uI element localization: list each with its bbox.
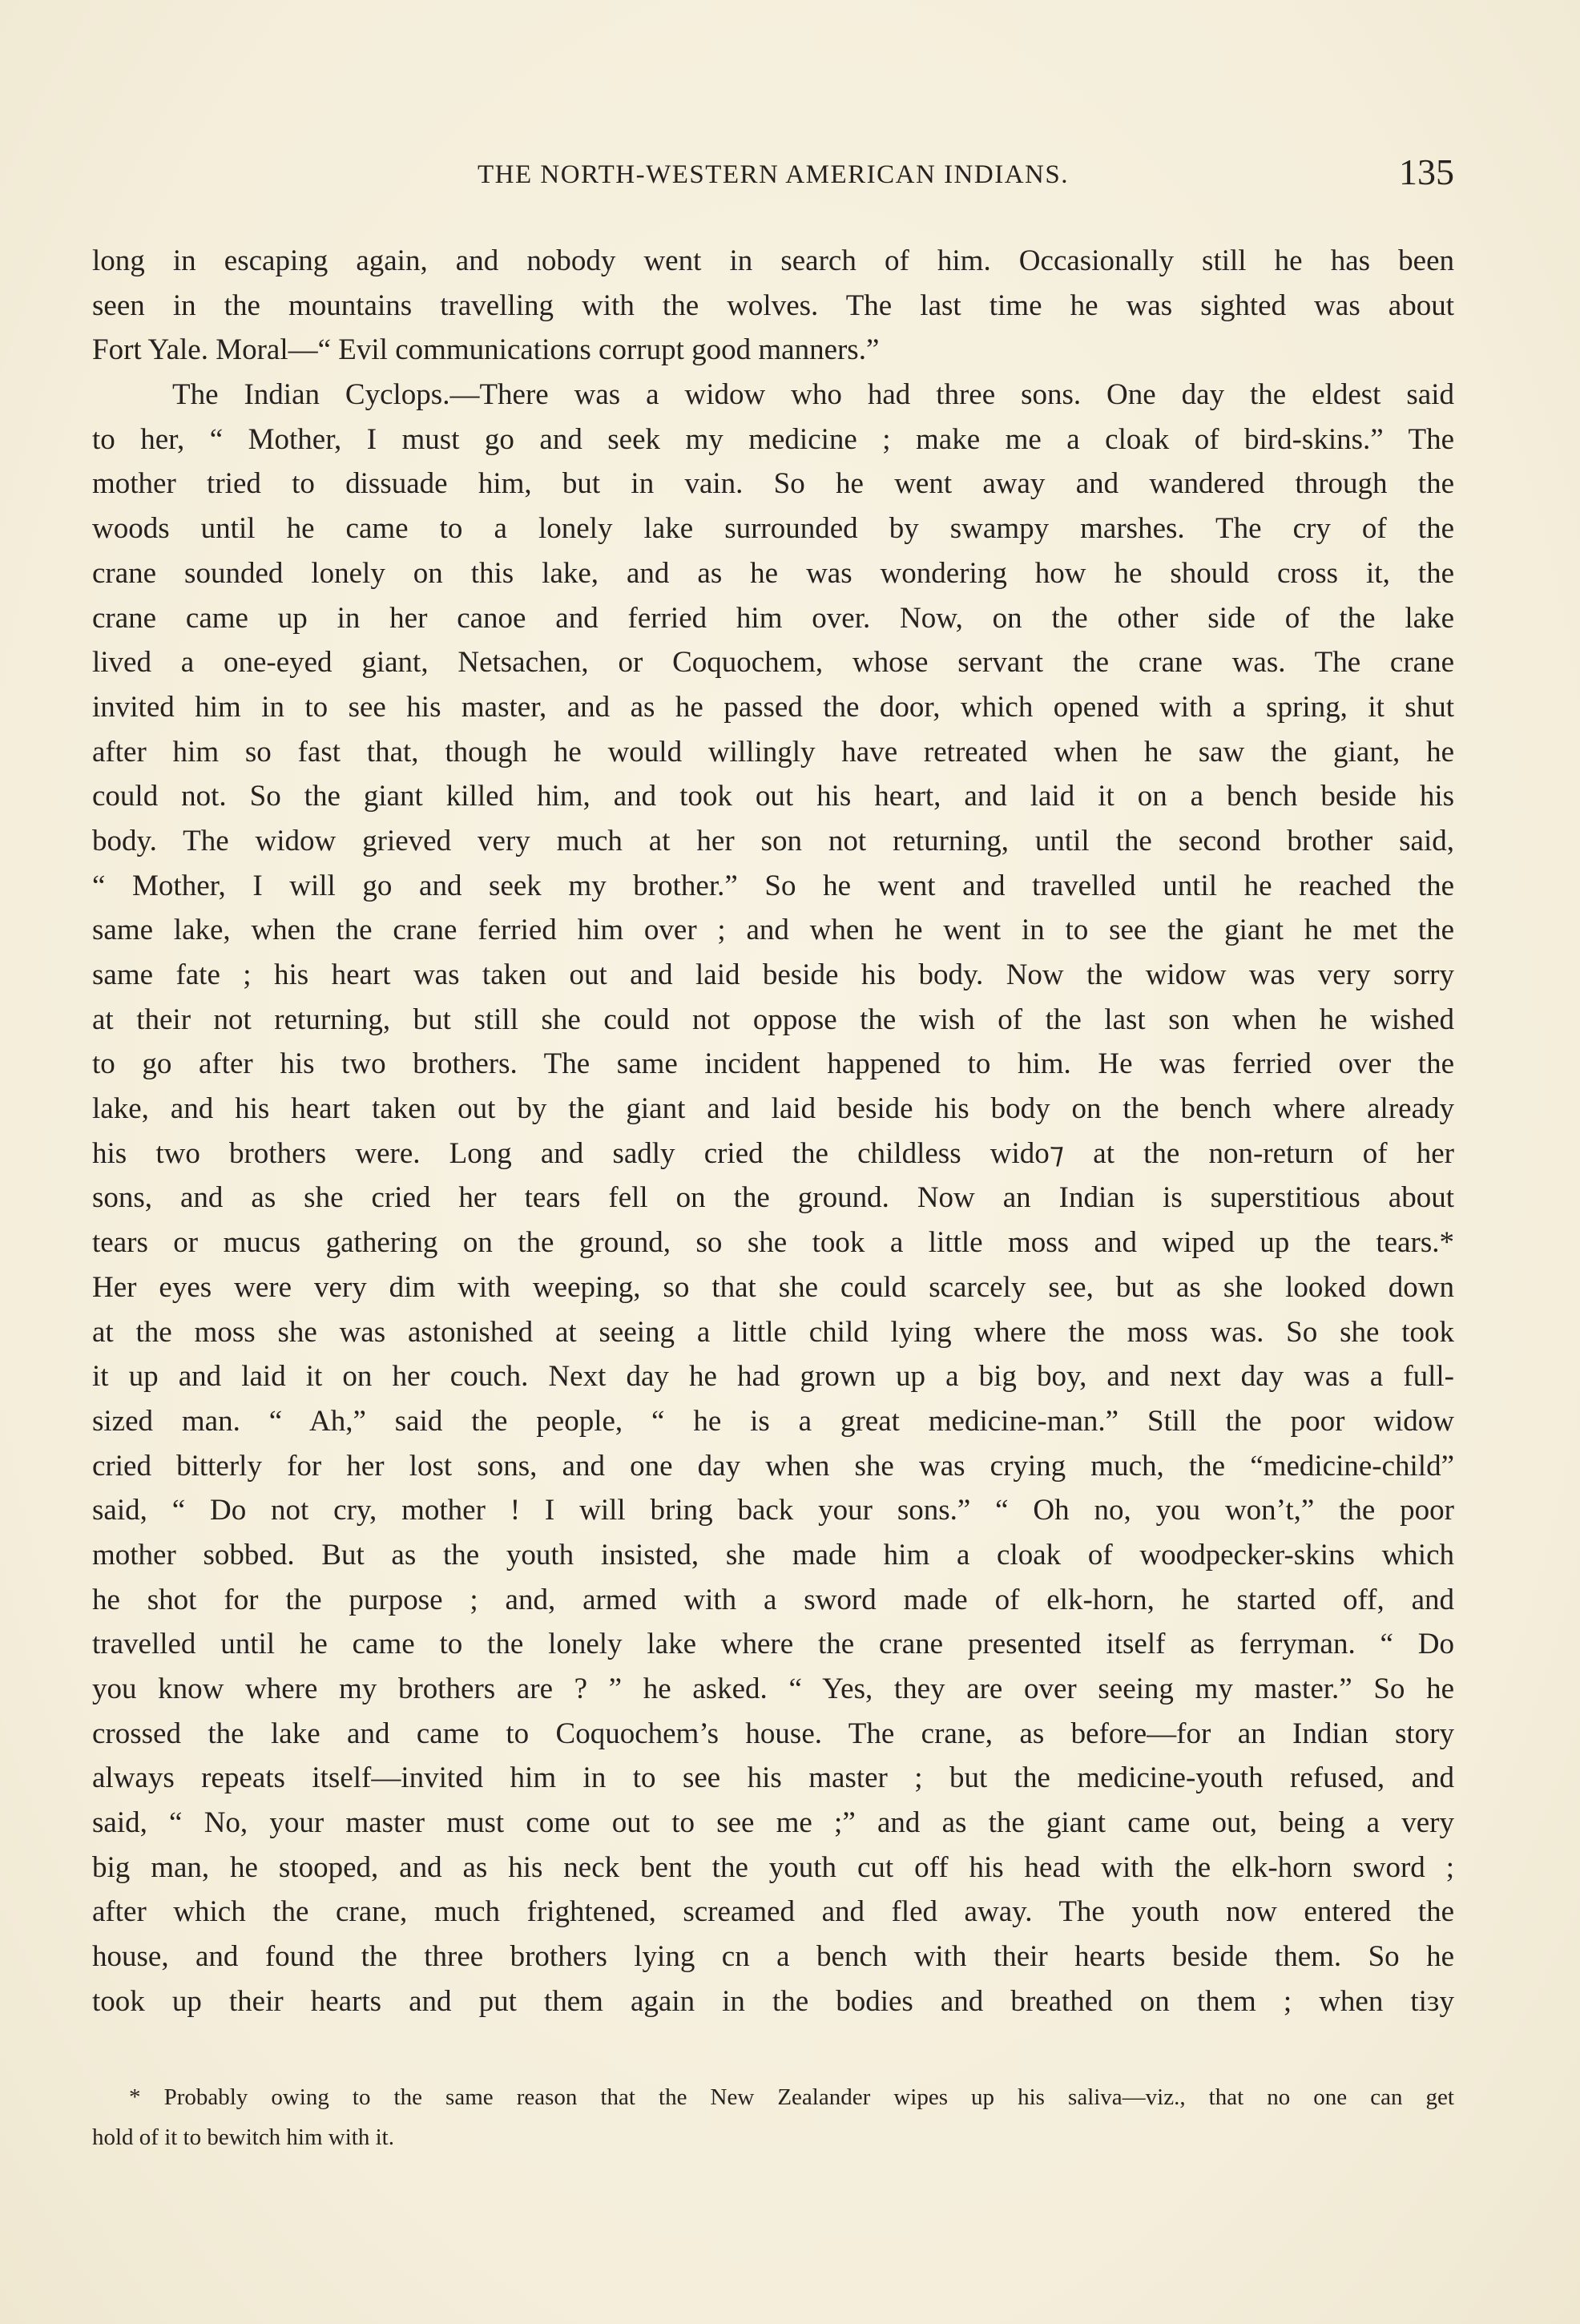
text-line: could not. So the giant killed him, and took out his heart, and laid it on a bench beside his [92,780,1454,813]
text-line: he shot for the purpose ; and, armed with a sword made of elk-horn, he started off, and [92,1583,1454,1616]
text-line: long in escaping again, and nobody went in search of him. Occasionally still he has been [92,244,1454,277]
text-line: to go after his two brothers. The same incident happened to him. He was ferried over the [92,1047,1454,1081]
text-line: same fate ; his heart was taken out and laid beside his body. Now the widow was very sorry [92,958,1454,991]
text-line: seen in the mountains travelling with the wolves. The last time he was sighted was about [92,288,1454,322]
text-line: mother tried to dissuade him, but in vain. So he went away and wandered through the [92,467,1454,501]
text-line: sons, and as she cried her tears fell on the ground. Now an Indian is superstitious about [92,1181,1454,1215]
text-line: after which the crane, much frightened, screamed and fled away. The youth now entered the [92,1895,1454,1929]
page-header [92,151,1454,207]
running-head: THE NORTH-WESTERN AMERICAN INDIANS. [478,160,1069,189]
text-line: to her, “ Mother, I must go and seek my medicine ; make me a cloak of bird-skins.” The [92,422,1454,456]
text-line: said, “ No, your master must come out to see me ;” and as the giant came out, being a very [92,1806,1454,1840]
text-line: tears or mucus gathering on the ground, so she took a little moss and wiped up the tears.* [92,1226,1454,1260]
body-text [92,239,1454,2024]
footnote-line: hold of it to bewitch him with it. [92,2124,394,2150]
text-line: lived a one-eyed giant, Netsachen, or Coquochem, whose servant the crane was. The crane [92,646,1454,680]
footnote [92,2077,1454,2157]
footnote-line: * Probably owing to the same reason that the New Zealander wipes up his saliva—viz., that no one can get [129,2084,1454,2110]
text-line: “ Mother, I will go and seek my brother.” So he went and travelled until he reached the [92,869,1454,902]
text-line: Fort Yale. Moral—“ Evil communications corrupt good manners.” [92,333,880,367]
text-line: woods until he came to a lonely lake surrounded by swampy marshes. The cry of the [92,512,1454,546]
text-line: crane sounded lonely on this lake, and as he was wondering how he should cross it, the [92,556,1454,590]
text-line: mother sobbed. But as the youth insisted, she made him a cloak of woodpecker-skins which [92,1538,1454,1572]
text-line: it up and laid it on her couch. Next day he had grown up a big boy, and next day was a full- [92,1360,1454,1394]
text-line: at the moss she was astonished at seeing a little child lying where the moss was. So she took [92,1315,1454,1349]
page-number: 135 [1399,151,1454,192]
text-line: same lake, when the crane ferried him over ; and when he went in to see the giant he met the [92,914,1454,947]
text-line: lake, and his heart taken out by the giant and laid beside his body on the bench where already [92,1092,1454,1126]
text-line: at their not returning, but still she could not oppose the wish of the last son when he wished [92,1003,1454,1036]
text-line: sized man. “ Ah,” said the people, “ he is a great medicine-man.” Still the poor widow [92,1404,1454,1438]
text-line: body. The widow grieved very much at her son not returning, until the second brother said, [92,824,1454,857]
text-line: his two brothers were. Long and sadly cried the childless wido⁊ at the non-return of her [92,1136,1454,1170]
text-line: Her eyes were very dim with weeping, so that she could scarcely see, but as she looked down [92,1270,1454,1304]
text-line: said, “ Do not cry, mother ! I will bring back your sons.” “ Oh no, you won’t,” the poor [92,1494,1454,1527]
paragraph-start-line: The Indian Cyclops.—There was a widow who had three sons. One day the eldest said [172,378,1454,412]
text-line: travelled until he came to the lonely lake where the crane presented itself as ferryman. “ Do [92,1628,1454,1661]
text-line: house, and found the three brothers lying cn a bench with their hearts beside them. So he [92,1940,1454,1974]
text-line: invited him in to see his master, and as he passed the door, which opened with a spring, it shut [92,690,1454,724]
text-line: cried bitterly for her lost sons, and one day when she was crying much, the “medicine-child” [92,1449,1454,1483]
text-line: always repeats itself—invited him in to see his master ; but the medicine-youth refused, and [92,1761,1454,1795]
text-line: crane came up in her canoe and ferried him over. Now, on the other side of the lake [92,601,1454,635]
text-line: big man, he stooped, and as his neck bent the youth cut off his head with the elk-horn sword ; [92,1850,1454,1884]
text-line: crossed the lake and came to Coquochem’s house. The crane, as before—for an Indian story [92,1717,1454,1750]
text-line: after him so fast that, though he would willingly have retreated when he saw the giant, he [92,735,1454,769]
text-line: took up their hearts and put them again in the bodies and breathed on them ; when tiɜy [92,1984,1454,2018]
text-line: you know where my brothers are ? ” he asked. “ Yes, they are over seeing my master.” So he [92,1672,1454,1705]
